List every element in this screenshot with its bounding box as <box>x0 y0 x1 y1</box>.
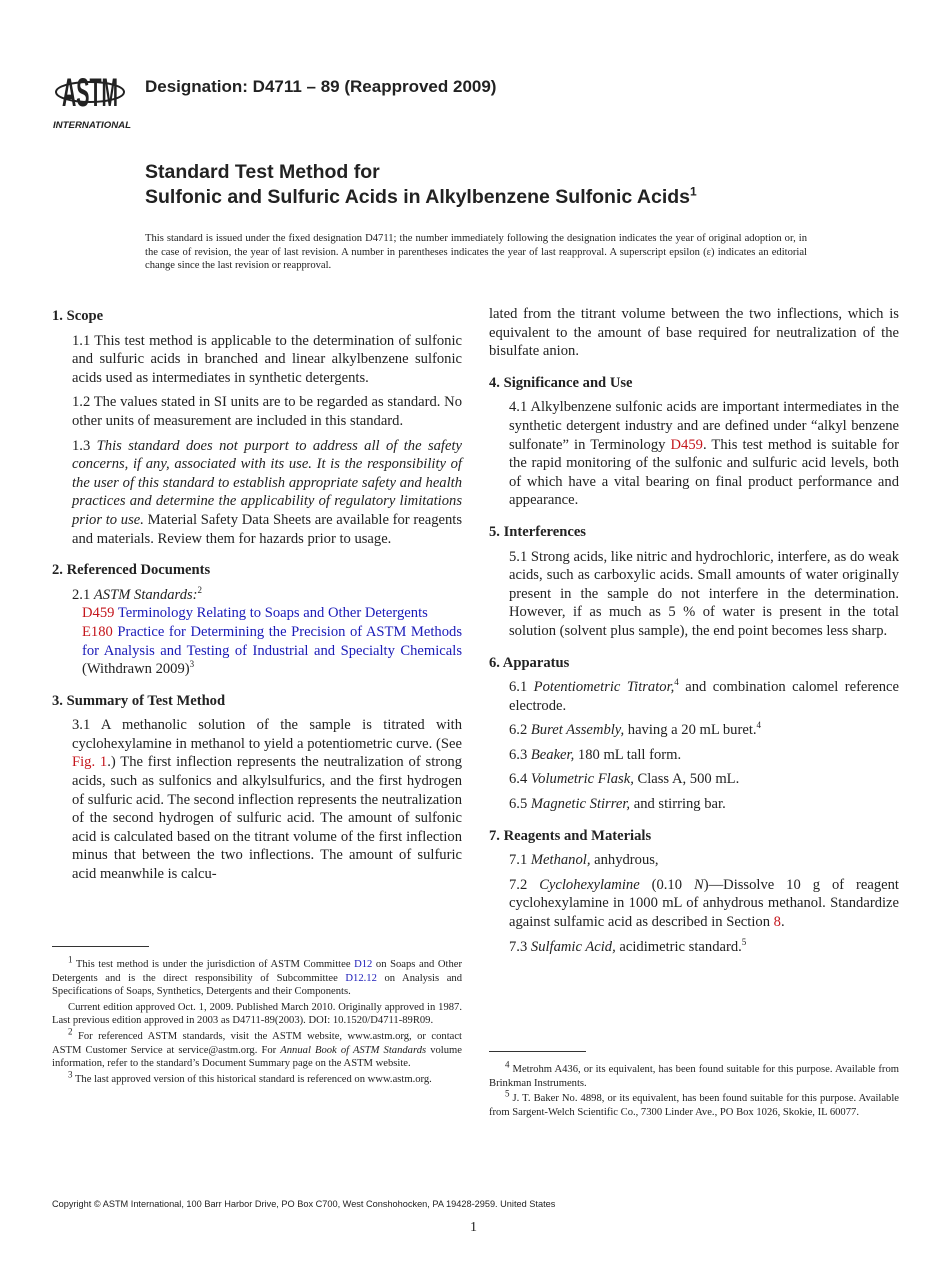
item-text: (0.10 <box>639 876 694 893</box>
apparatus-item <box>489 678 899 715</box>
para-num: 6.3 <box>509 746 531 763</box>
footnote <box>489 1088 899 1119</box>
svg-text:ASTM: ASTM <box>62 71 118 115</box>
para-num: 6.1 <box>509 679 534 696</box>
section-heading: 6. Apparatus <box>489 654 570 671</box>
item-text: anhydrous, <box>590 852 659 869</box>
footnote <box>52 1026 462 1071</box>
section-heading: 7. Reagents and Materials <box>489 827 652 844</box>
footnotes-right <box>489 1059 899 1121</box>
apparatus-item <box>489 746 899 765</box>
paragraph: 1.2 The values stated in SI units are to be regarded as standard. No other units of measurement are included in this standard. <box>72 394 462 429</box>
paragraph <box>52 437 462 549</box>
paragraph <box>52 716 462 883</box>
para-num: 6.2 <box>509 722 531 739</box>
item-text: . <box>780 914 785 931</box>
paragraph-continued: lated from the titrant volume between the two inflections, which is equivalent to the amount of base required for neutralization of the bisulfate anion. <box>489 306 899 360</box>
footnote-italic: Annual Book of ASTM Standards <box>280 1044 427 1056</box>
item-name: Methanol, <box>530 852 591 869</box>
apparatus-item <box>489 770 899 789</box>
para-text: 4.1 Alkylbenzene sulfonic acids are important intermediates in the synthetic detergent industry and are defined under “alkyl benzene sulfonate” in Terminology <box>509 399 899 453</box>
apparatus-item <box>489 795 899 814</box>
footnote-text: The last approved version of this historical standard is referenced on www.astm.org. <box>72 1073 432 1085</box>
footnote-ref[interactable]: 3 <box>189 659 195 670</box>
footnote-text: on Soaps and Other Detergents and is the direct responsibility of Subcommittee <box>52 959 462 984</box>
item-text: and stirring bar. <box>630 796 726 813</box>
left-column <box>52 307 462 890</box>
item-text: Class A, 500 mL. <box>633 771 740 788</box>
item-name: Volumetric Flask, <box>530 771 634 788</box>
item-text: )—Dissolve 10 g of reagent cyclohexylamine in 1000 mL of anhydrous methanol. Standardize against sulfamic acid as described in Section <box>509 876 899 931</box>
section-heading: 5. Interferences <box>489 523 586 540</box>
reference-code-link[interactable]: D459 <box>82 605 115 622</box>
footnote <box>489 1059 899 1090</box>
footnote-num: 3 <box>68 1069 73 1080</box>
footnote-text: This test method is under the jurisdiction of ASTM Committee <box>72 959 355 970</box>
page-number: 1 <box>470 1220 477 1235</box>
footnote-ref[interactable]: 4 <box>674 677 679 688</box>
footnote-ref[interactable]: 4 <box>756 720 762 731</box>
item-name: Beaker, <box>530 746 575 763</box>
section-heading: 1. Scope <box>52 308 104 324</box>
subcommittee-link[interactable]: D12.12 <box>345 972 377 984</box>
footnote-num: 5 <box>505 1088 510 1099</box>
footnote-divider <box>52 946 149 947</box>
section-heading: 4. Significance and Use <box>489 374 633 391</box>
para-text: Material Safety Data Sheets are available for reagents and materials. Review them for hazards prior to usage. <box>72 511 462 547</box>
para-num: 6.5 <box>509 796 531 813</box>
item-name: Cyclohexylamine <box>539 876 640 893</box>
footnote-text: volume information, refer to the standard’s Document Summary page on the ASTM website. <box>52 1044 462 1070</box>
paragraph <box>52 586 462 605</box>
apparatus-item <box>489 721 899 740</box>
item-name: Buret Assembly, <box>530 722 625 739</box>
footnote-ref[interactable]: 1 <box>690 184 697 199</box>
footnote-ref[interactable]: 5 <box>741 936 747 947</box>
footnote-divider <box>489 1051 586 1052</box>
reference-note: (Withdrawn 2009) <box>82 661 190 678</box>
title-text: Sulfonic and Sulfuric Acids in Alkylbenzene Sulfonic Acids <box>145 186 691 208</box>
reference-item <box>52 604 462 623</box>
title-line-1: Standard Test Method for <box>145 161 380 183</box>
footnote-text: Metrohm A436, or its equivalent, has been found suitable for this purpose. Available from Brinkman Instruments. <box>489 1064 899 1089</box>
footnote-text: J. T. Baker No. 4898, or its equivalent, has been found suitable for this purpose. Available from Sargent-Welch Scientific Co., 7300 Linder Ave., PO Box 1026, Skokie, IL 60077. <box>489 1093 899 1118</box>
normality-unit: N <box>693 876 704 893</box>
paragraph: 1.1 This test method is applicable to the determination of sulfonic and sulfuric acids in branched and linear alkylbenzene sulfonic acids used as intermediates in synthetic detergents. <box>72 332 462 386</box>
item-name: Potentiometric Titrator, <box>533 679 675 696</box>
issuance-note: This standard is issued under the fixed designation D4711; the number immediately following the designation indicates the year of original adoption or, in the case of revision, the year of last revision. A number in parentheses indicates the year of last reapproval. A superscript epsilon (ε) indicates an editorial change since the last revision or reapproval. <box>145 233 807 272</box>
footnote <box>52 1069 462 1087</box>
svg-text:INTERNATIONAL: INTERNATIONAL <box>53 120 131 130</box>
footnote-ref[interactable]: 2 <box>197 584 203 595</box>
designation: Designation: D4711 – 89 (Reapproved 2009) <box>145 77 497 96</box>
para-text: 3.1 A methanolic solution of the sample is titrated with cyclohexylamine in methanol to yield a potentiometric curve. (See <box>72 717 462 752</box>
paragraph <box>489 398 899 510</box>
right-column <box>489 305 899 962</box>
astm-logo <box>52 60 134 132</box>
paragraph: 5.1 Strong acids, like nitric and hydrochloric, interfere, as do weak acids, such as carboxylic acids. Small amounts of water originally present in the sample do not interfere in the determination. However, if as much as 5 % of water is present in the total solution (solvent plus sample), the end point becomes less sharp. <box>509 548 899 639</box>
footnote <box>52 954 462 999</box>
reagent-item <box>489 876 899 932</box>
reference-item <box>52 623 462 679</box>
footnote-num: 1 <box>68 954 73 965</box>
para-text: .) The first inflection represents the neutralization of strong acids, such as sulfonics and alkylsulfurics, and the first hydrogen of sulfuric acid. The second inflection represents the neutralization of the second hydrogen of sulfuric acid. The amount of sulfonic acid is calculated based on the titrant volume of the first inflection minus that between the two inflections. The amount of sulfuric acid meanwhile is calcu- <box>72 754 462 883</box>
para-num: 6.4 <box>509 771 531 788</box>
figure-link[interactable]: Fig. 1 <box>72 754 108 771</box>
footnote: Current edition approved Oct. 1, 2009. Published March 2010. Originally approved in 1987. Last previous edition approved in 2003 as D4711-89(2003). DOI: 10.1520/D4711-89R09. <box>52 1001 462 1027</box>
document-title <box>145 160 697 210</box>
reference-title-link[interactable]: Practice for Determining the Precision of ASTM Methods for Analysis and Testing of Industrial and Specialty Chemicals <box>82 623 462 659</box>
para-num: 7.1 <box>509 852 531 869</box>
item-text: 180 mL tall form. <box>574 746 682 763</box>
reagent-item <box>489 851 899 870</box>
item-text: and combination calomel reference electrode. <box>509 679 899 714</box>
copyright: Copyright © ASTM International, 100 Barr Harbor Drive, PO Box C700, West Conshohocken, PA 19428-2959. United States <box>52 1199 556 1209</box>
para-text: . This test method is suitable for the rapid monitoring of the sulfonic and sulfuric acid levels, both of which have a vital bearing on final product performance and appearance. <box>509 436 900 509</box>
committee-link[interactable]: D12 <box>354 959 373 970</box>
section-heading: 2. Referenced Documents <box>52 562 211 579</box>
reference-title-link[interactable]: Terminology Relating to Soaps and Other Detergents <box>117 605 428 622</box>
item-text: acidimetric standard. <box>615 938 742 955</box>
footnote-num: 2 <box>68 1026 73 1037</box>
item-name: Sulfamic Acid, <box>530 938 616 955</box>
reference-code-link[interactable]: E180 <box>82 623 113 640</box>
section-heading: 3. Summary of Test Method <box>52 692 226 709</box>
item-text: having a 20 mL buret. <box>624 722 757 739</box>
para-num: 1.3 <box>72 437 97 454</box>
safety-caveat: This standard does not purport to address all of the safety concerns, if any, associated with its use. It is the responsibility of the user of this standard to establish appropriate safety and health practices and determine the applicability of regulatory limitations prior to use. <box>72 437 462 528</box>
footnote-text: For referenced ASTM standards, visit the ASTM website, www.astm.org, or contact ASTM Customer Service at service@astm.org. For <box>52 1030 462 1056</box>
para-num: 7.3 <box>509 938 531 955</box>
title-line-2 <box>145 185 697 210</box>
footnote-num: 4 <box>505 1059 510 1070</box>
reference-link[interactable]: D459 <box>670 436 703 453</box>
para-italic: ASTM Standards: <box>93 586 198 603</box>
para-num: 7.2 <box>509 876 540 893</box>
section-link[interactable]: 8 <box>773 914 781 931</box>
para-num: 2.1 <box>72 586 94 603</box>
footnote-text: on Analysis and Specifications of Soaps, Synthetics, Detergents and their Components. <box>52 972 462 998</box>
footnotes-left <box>52 954 462 1088</box>
reagent-item <box>489 938 899 957</box>
item-name: Magnetic Stirrer, <box>530 796 631 813</box>
